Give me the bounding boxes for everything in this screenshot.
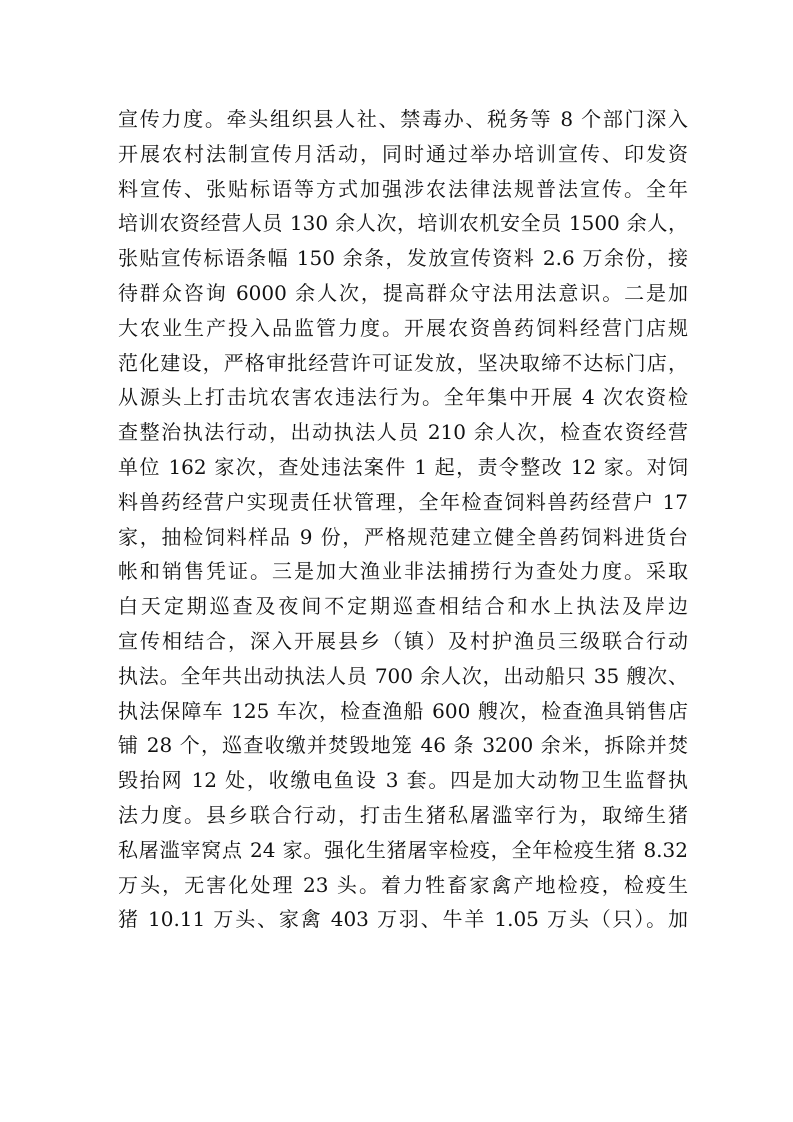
body-text [118,102,688,937]
text-line: 范化建设，严格审批经营许可证发放，坚决取缔不达标门店， [118,350,688,375]
text-line: 大农业生产投入品监管力度。开展农资兽药饲料经营门店规 [118,315,688,340]
text-line: 查整治执法行动，出动执法人员 210 余人次，检查农资经营 [118,420,688,445]
text-line: 猪 10.11 万头、家禽 403 万羽、牛羊 1.05 万头（只）。加 [118,907,688,932]
text-line: 铺 28 个，巡查收缴并焚毁地笼 46 条 3200 余米，拆除并焚 [118,733,688,758]
text-line: 培训农资经营人员 130 余人次，培训农机安全员 1500 余人， [118,211,688,236]
text-line: 白天定期巡查及夜间不定期巡查相结合和水上执法及岸边 [118,594,688,619]
text-line: 宣传力度。牵头组织县人社、禁毒办、税务等 8 个部门深入 [118,107,688,131]
text-line: 待群众咨询 6000 余人次，提高群众守法用法意识。二是加 [118,280,688,305]
text-line: 万头，无害化处理 23 头。着力牲畜家禽产地检疫，检疫生 [118,872,688,897]
text-line: 私屠滥宰窝点 24 家。强化生猪屠宰检疫，全年检疫生猪 8.32 [118,837,688,862]
text-line: 张贴宣传标语条幅 150 余条，发放宣传资料 2.6 万余份，接 [118,246,688,271]
text-line: 毁抬网 12 处，收缴电鱼设 3 套。四是加大动物卫生监督执 [118,768,688,793]
text-line: 开展农村法制宣传月活动，同时通过举办培训宣传、印发资 [118,141,688,166]
text-line: 宣传相结合，深入开展县乡（镇）及村护渔员三级联合行动 [118,628,688,653]
text-line: 料宣传、张贴标语等方式加强涉农法律法规普法宣传。全年 [118,176,688,201]
text-line: 帐和销售凭证。三是加大渔业非法捕捞行为查处力度。采取 [118,559,688,584]
text-line: 法力度。县乡联合行动，打击生猪私屠滥宰行为，取缔生猪 [118,802,688,827]
text-line: 单位 162 家次，查处违法案件 1 起，责令整改 12 家。对饲 [118,454,688,479]
text-line: 执法。全年共出动执法人员 700 余人次，出动船只 35 艘次、 [118,663,688,688]
text-line: 从源头上打击坑农害农违法行为。全年集中开展 4 次农资检 [118,385,688,410]
text-line: 料兽药经营户实现责任状管理，全年检查饲料兽药经营户 17 [118,489,688,514]
text-line: 执法保障车 125 车次，检查渔船 600 艘次，检查渔具销售店 [118,698,688,723]
text-line: 家，抽检饲料样品 9 份，严格规范建立健全兽药饲料进货台 [118,524,688,549]
